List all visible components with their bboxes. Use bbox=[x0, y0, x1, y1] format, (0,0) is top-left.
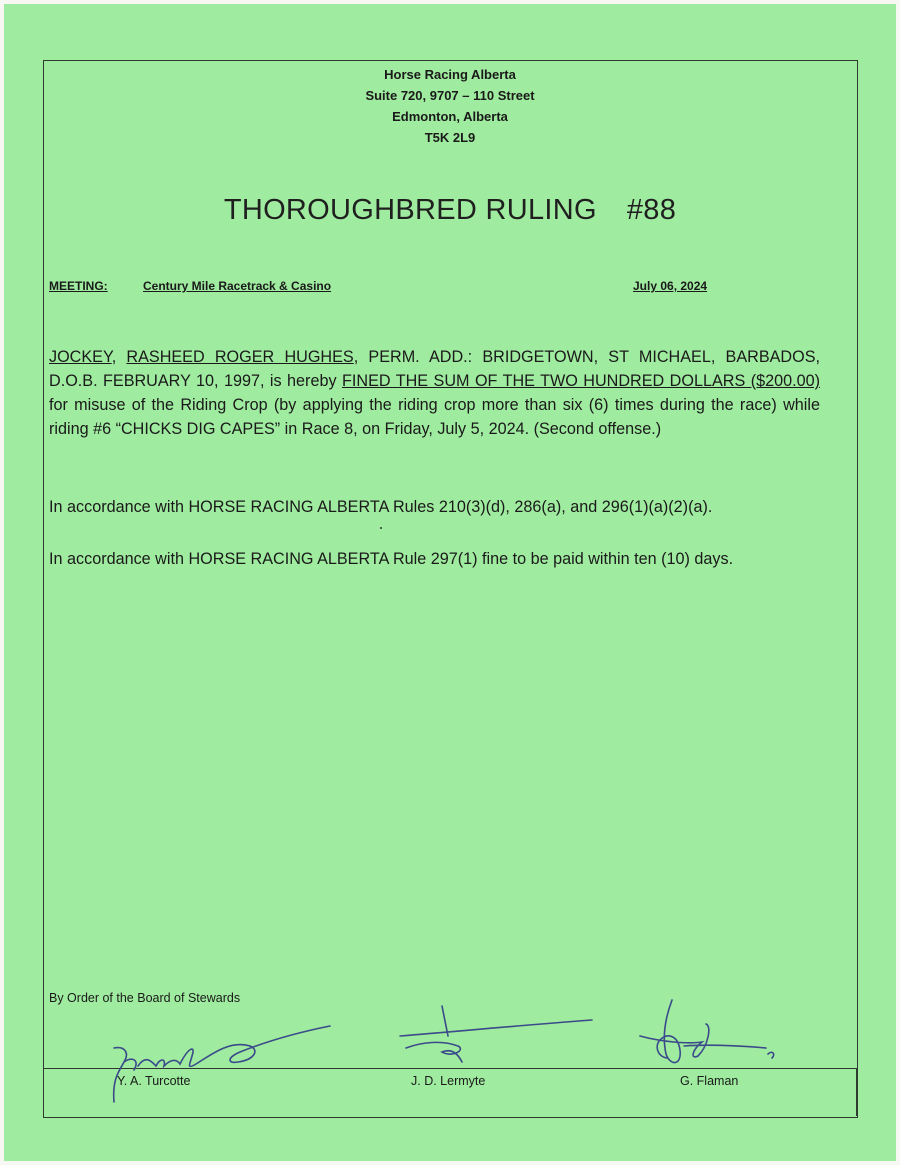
ruling-person-name: RASHEED ROGER HUGHES bbox=[126, 348, 354, 366]
ruling-title-text: THOROUGHBRED RULING bbox=[223, 194, 597, 226]
ruling-address-dob: , PERM. ADD.: BRIDGETOWN, ST MICHAEL, BARBADOS, D.O.B. FEBRUARY 10, 1997, is hereby bbox=[49, 348, 821, 390]
ruling-paragraph bbox=[49, 345, 820, 441]
meeting-venue: Century Mile Racetrack & Casino bbox=[143, 279, 332, 293]
ruling-details: for misuse of the Riding Crop (by applying the riding crop more than six (6) times during the race) while riding #6 “CHICKS DIG CAPES” in Race 8, on Friday, July 5, 2024. (Second offense.) bbox=[49, 396, 820, 438]
org-street: Suite 720, 9707 – 110 Street bbox=[365, 88, 535, 103]
signature-box-edge bbox=[856, 1068, 857, 1116]
rule-citation: In accordance with HORSE RACING ALBERTA Rules 210(3)(d), 286(a), and 296(1)(a)(2)(a). bbox=[49, 498, 713, 516]
ruling-number: #88 bbox=[626, 194, 677, 226]
letterhead bbox=[4, 64, 896, 148]
ruling-title bbox=[4, 194, 896, 227]
signature-flaman bbox=[632, 996, 792, 1086]
stray-mark bbox=[380, 527, 382, 529]
signature-turcotte bbox=[100, 1018, 340, 1108]
org-name: Horse Racing Alberta bbox=[384, 67, 516, 82]
org-city: Edmonton, Alberta bbox=[392, 109, 508, 124]
signature-lermyte bbox=[392, 1002, 602, 1072]
steward-name-turcotte: Y. A. Turcotte bbox=[117, 1074, 191, 1088]
steward-name-lermyte: J. D. Lermyte bbox=[411, 1074, 486, 1088]
steward-name-flaman: G. Flaman bbox=[680, 1074, 739, 1088]
ruling-role: JOCKEY bbox=[49, 348, 112, 366]
document-page bbox=[4, 4, 896, 1161]
org-postal: T5K 2L9 bbox=[424, 130, 476, 145]
order-text: By Order of the Board of Stewards bbox=[49, 991, 241, 1005]
meeting-date: July 06, 2024 bbox=[633, 279, 708, 293]
ruling-comma: , bbox=[111, 348, 117, 366]
rule-payment: In accordance with HORSE RACING ALBERTA Rule 297(1) fine to be paid within ten (10) days. bbox=[49, 550, 734, 568]
ruling-fine: FINED THE SUM OF THE TWO HUNDRED DOLLARS ($200.00) bbox=[342, 372, 820, 390]
meeting-label: MEETING: bbox=[49, 279, 108, 293]
